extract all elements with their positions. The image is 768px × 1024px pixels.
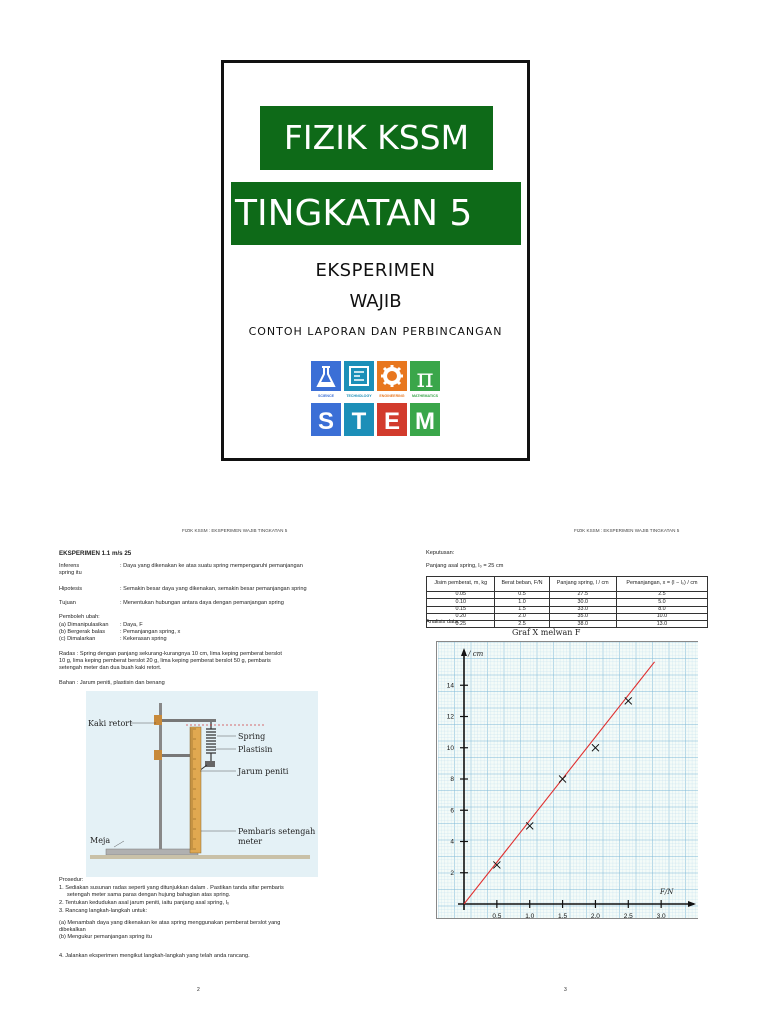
table-header: Berat beban, F/N xyxy=(495,577,549,592)
x-tick-label: 0.5 xyxy=(492,913,502,918)
cover-page xyxy=(221,60,530,461)
y-tick-label: 6 xyxy=(450,807,454,815)
table-header: Jisim pemberat, m, kg xyxy=(427,577,495,592)
cover-title-line2: TINGKATAN 5 xyxy=(231,182,521,245)
tujuan-text: : Menentukan hubungan antara daya dengan pemanjangan spring xyxy=(120,600,284,606)
label-meja: Meja xyxy=(90,836,111,845)
step-3b: (b) Mengukur pemanjangan spring itu xyxy=(59,934,152,940)
step-4: 4. Jalankan eksperimen mengikut langkah-langkah yang telah anda rancang. xyxy=(59,953,250,959)
x-tick-label: 3.0 xyxy=(656,913,666,918)
panjang-asal: Panjang asal spring, l₀ = 25 cm xyxy=(426,563,504,569)
step-1b: setengah meter sama paras dengan hujung bahagian atas spring. xyxy=(67,892,231,898)
table-cell: 2.5 xyxy=(495,621,549,628)
gear-icon xyxy=(377,361,407,391)
tujuan-label: Tujuan xyxy=(59,600,76,606)
cover-subtitle-1: EKSPERIMEN xyxy=(315,260,436,281)
table-cell: 0.25 xyxy=(427,621,495,628)
logo-label-mathematics: MATHEMATICS xyxy=(411,394,439,398)
label-pembaris-2: meter xyxy=(238,837,263,846)
radas-line-3: setengah meter dan dua buah kaki retort. xyxy=(59,665,162,671)
table-cell: 5.0 xyxy=(616,599,707,606)
logo-letter-e: E xyxy=(383,408,401,435)
y-axis-label: x / cm xyxy=(462,650,484,658)
step-1a: 1. Sediakan susunan radas seperti yang ditunjukkan dalam . Pastikan tanda sifar pembaris xyxy=(59,885,284,891)
table-cell: 0.20 xyxy=(427,613,495,620)
logo-label-science: SCIENCE xyxy=(318,394,334,398)
inferens-text: : Daya yang dikenakan ke atas suatu spring mempengaruhi pemanjangan xyxy=(120,563,303,569)
table-cell: 10.0 xyxy=(616,613,707,620)
y-tick-label: 14 xyxy=(446,682,454,690)
table-cell: 0.15 xyxy=(427,606,495,613)
x-tick-label: 1.5 xyxy=(558,913,568,918)
hipotesis-label: Hipotesis xyxy=(59,586,83,592)
radas-line-2: 10 g, lima keping pemberat berslot 20 g, lima keping pemberat berslot 50 g, pembaris xyxy=(59,658,271,664)
table-row xyxy=(427,613,708,620)
keputusan-title: Keputusan: xyxy=(426,550,455,556)
table-cell: 1.0 xyxy=(495,599,549,606)
step-3: 3. Rancang langkah-langkah untuk: xyxy=(59,908,148,914)
flask-icon xyxy=(311,361,341,391)
table-header: Pemanjangan, x = (l − l₀) / cm xyxy=(616,577,707,592)
page-number: 2 xyxy=(197,987,200,993)
var-c-value: : Kekerasan spring xyxy=(120,636,167,642)
svg-text:π: π xyxy=(416,364,434,394)
radas-line-1: Radas : Spring dengan panjang sekurang-kurangnya 10 cm, lima keping pemberat berslot xyxy=(59,651,282,657)
table-cell: 38.0 xyxy=(549,621,616,628)
logo-label-technology: TECHNOLOGY xyxy=(346,394,372,398)
table-cell: 33.0 xyxy=(549,606,616,613)
logo-letter-s: S xyxy=(317,408,335,435)
step-3a-2: dibekalkan xyxy=(59,927,86,933)
label-jarum-peniti: Jarum peniti xyxy=(238,767,289,776)
step-2: 2. Tentukan kedudukan asal jarum peniti, iaitu panjang asal spring, l₀ xyxy=(59,900,230,906)
var-b-label: (b) Bergerak balas xyxy=(59,629,106,635)
x-tick-label: 2.5 xyxy=(623,913,633,918)
page-header: FIZIK KSSM : EKSPERIMEN WAJIB TINGKATAN 5 xyxy=(574,528,680,533)
hipotesis-text: : Semakin besar daya yang dikenakan, semakin besar pemanjangan spring xyxy=(120,586,307,592)
analisis-title: Analisis data: xyxy=(426,619,460,625)
y-tick-label: 2 xyxy=(450,869,454,877)
step-3a: (a) Menambah daya yang dikenakan ke atas spring menggunakan pemberat berslot yang xyxy=(59,920,281,926)
cover-subtitle-2: WAJIB xyxy=(349,291,402,312)
prosedur-title: Prosedur: xyxy=(59,877,84,883)
inferens-text-2: spring itu xyxy=(59,570,82,576)
label-plastisin: Plastisin xyxy=(238,745,273,754)
table-header: Panjang spring, l / cm xyxy=(549,577,616,592)
cover-subtitle-3: CONTOH LAPORAN DAN PERBINCANGAN xyxy=(248,325,503,338)
y-tick-label: 8 xyxy=(450,776,454,784)
table-row xyxy=(427,599,708,606)
y-tick-label: 4 xyxy=(450,838,454,846)
table-cell: 27.5 xyxy=(549,592,616,599)
inferens-label: Inferens xyxy=(59,563,80,569)
y-tick-label: 10 xyxy=(446,744,454,752)
cover-title-line1: FIZIK KSSM xyxy=(260,106,493,170)
var-b-value: : Pemanjangan spring, x xyxy=(120,629,181,635)
table-cell: 0.10 xyxy=(427,599,495,606)
bahan-line: Bahan : Jarum peniti, plastisin dan benang xyxy=(59,680,165,686)
table-row xyxy=(427,592,708,599)
experiment-title: EKSPERIMEN 1.1 m/s 25 xyxy=(59,550,132,557)
label-pembaris-1: Pembaris setengah xyxy=(238,827,316,836)
var-a-label: (a) Dimanipulasikan xyxy=(59,622,109,628)
table-cell: 13.0 xyxy=(616,621,707,628)
x-axis-label: F/N xyxy=(660,888,674,896)
table-cell: 2.0 xyxy=(495,613,549,620)
page-header: FIZIK KSSM : EKSPERIMEN WAJIB TINGKATAN 5 xyxy=(182,528,288,533)
logo-label-engineering: ENGINEERING xyxy=(379,394,405,398)
table-cell: 0.5 xyxy=(495,592,549,599)
graph-chart xyxy=(438,642,698,918)
var-a-value: : Daya, F xyxy=(120,622,143,628)
pemboleh-title: Pemboleh ubah: xyxy=(59,614,100,620)
y-tick-label: 12 xyxy=(446,713,454,721)
results-table xyxy=(426,576,708,628)
table-cell: 0.05 xyxy=(427,592,495,599)
logo-letter-m: M xyxy=(415,408,435,435)
label-kaki-retort: Kaki retort xyxy=(88,719,133,728)
label-spring: Spring xyxy=(238,732,266,741)
x-tick-label: 2.0 xyxy=(590,913,600,918)
logo-letter-t: T xyxy=(351,408,367,435)
table-cell: 35.0 xyxy=(549,613,616,620)
var-c-label: (c) Dimalarkan xyxy=(59,636,96,642)
apparatus-diagram xyxy=(86,691,318,877)
x-tick-label: 1.0 xyxy=(525,913,535,918)
table-cell: 2.5 xyxy=(616,592,707,599)
table-cell: 30.0 xyxy=(549,599,616,606)
table-cell: 1.5 xyxy=(495,606,549,613)
chart-title: Graf X melwan F xyxy=(512,628,581,637)
stem-logo xyxy=(310,360,442,438)
table-row xyxy=(427,621,708,628)
pi-icon xyxy=(410,361,440,394)
table-cell: 8.0 xyxy=(616,606,707,613)
page-number: 3 xyxy=(564,987,567,993)
circuit-icon xyxy=(344,361,374,391)
